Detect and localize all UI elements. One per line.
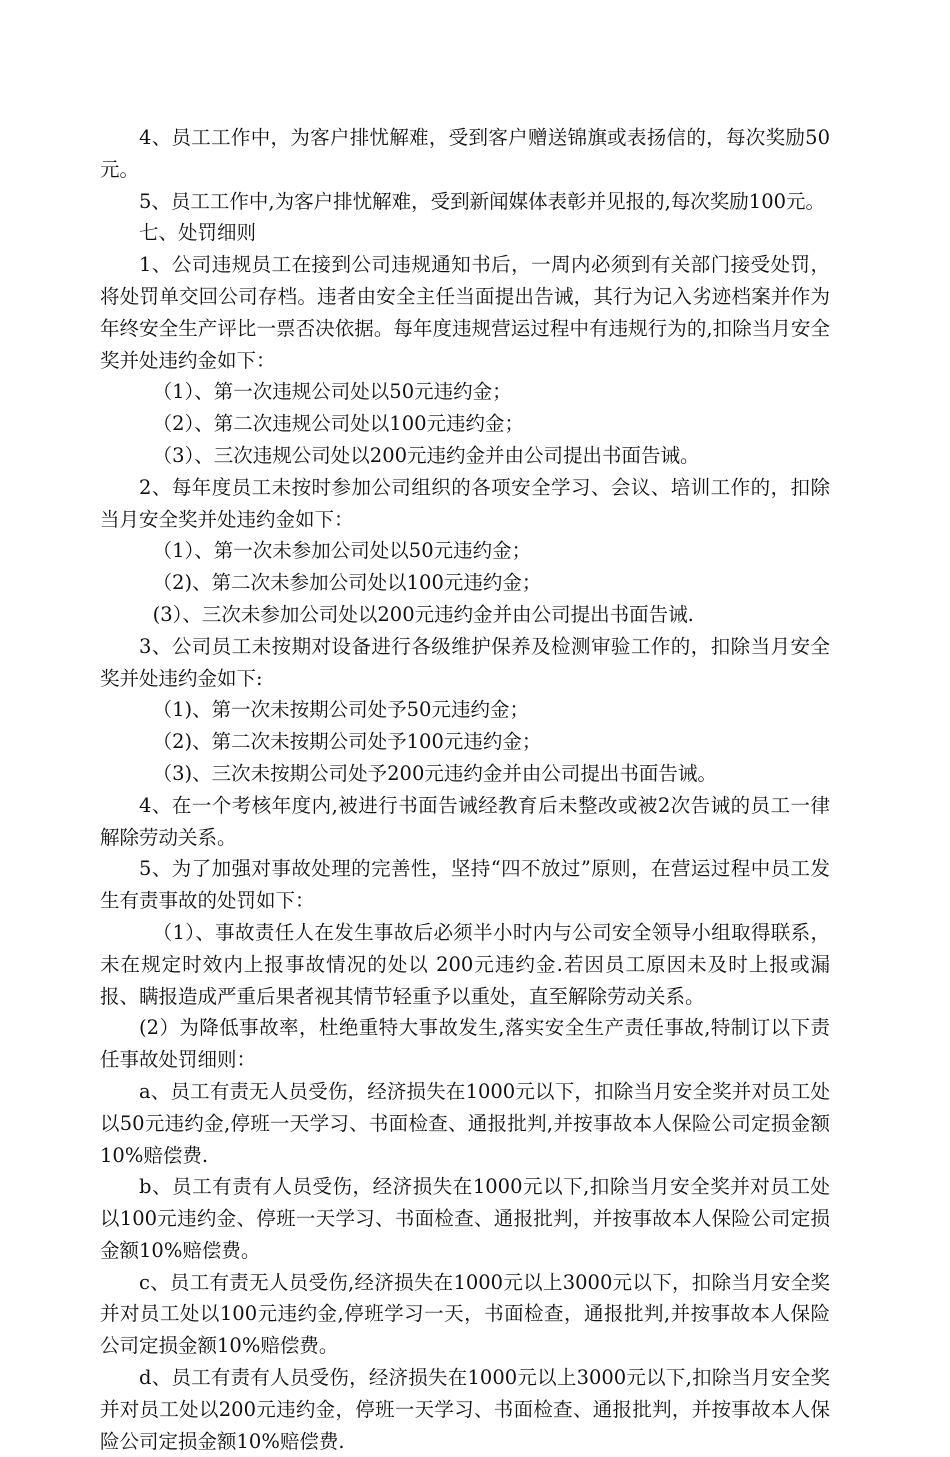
paragraph-penalty-5: 5、为了加强对事故处理的完善性，坚持“四不放过”原则，在营运过程中员工发生有责事故的处罚如下： [100,857,830,913]
list-item-penalty-3-3: （3)、三次未按期公司处予200元违约金并由公司提出书面告诫。 [152,761,717,785]
list-item-penalty-5-1: （1）、事故责任人在发生事故后必须半小时内与公司安全领导小组取得联系，未在规定时效内上报事故情况的处以 200元违约金.若因员工原因未及时上报或漏报、瞒报造成严重后果者视其情节轻重予以重处，直至解除劳动关系。 [100,920,830,1008]
section-heading-penalty: 七、处罚细则 [139,221,257,245]
list-item-penalty-2-3: (3）、三次未参加公司处以200元违约金并由公司提出书面告诫. [152,602,694,626]
paragraph-penalty-1: 1、公司违规员工在接到公司违规通知书后，一周内必须到有关部门接受处罚，将处罚单交回公司存档。违者由安全主任当面提出告诫，其行为记入劣迹档案并作为年终安全生产评比一票否决依据。每年度违规营运过程中有违规行为的,扣除当月安全奖并处违约金如下： [100,253,830,372]
list-item-penalty-1-3: （3）、三次违规公司处以200元违约金并由公司提出书面告诫。 [152,443,700,467]
paragraph-reward-5: 5、员工工作中,为客户排忧解难，受到新闻媒体表彰并见报的,每次奖励100元。 [139,189,826,213]
list-item-penalty-b: b、员工有责有人员受伤，经济损失在1000元以下,扣除当月安全奖并对员工处以100元违约金、停班一天学习、书面检查、通报批判，并按事故本人保险公司定损金额10%赔偿费。 [100,1175,830,1262]
list-item-penalty-a: a、员工有责无人员受伤，经济损失在1000元以下，扣除当月安全奖并对员工处以50元违约金,停班一天学习、书面检查、通报批判,并按事故本人保险公司定损金额10%赔偿费. [100,1079,830,1167]
list-item-penalty-2-2: （2)、第二次未参加公司处以100元违约金； [152,571,542,595]
list-item-penalty-2-1: （1）、第一次未参加公司处以50元违约金； [152,539,532,563]
paragraph-penalty-4: 4、在一个考核年度内,被进行书面告诫经教育后未整改或被2次告诫的员工一律解除劳动关系。 [100,793,830,849]
list-item-penalty-5-2: (2）为降低事故率，杜绝重特大事故发生,落实安全生产责任事故,特制订以下责任事故处罚细则： [100,1016,830,1072]
list-item-penalty-d: d、员工有责有人员受伤，经济损失在1000元以上3000元以下,扣除当月安全奖并对员工处以200元违约金，停班一天学习、书面检查、通报批判，并按事故本人保险公司定损金额10%赔偿费. [100,1366,830,1453]
paragraph-reward-4: 4、员工工作中，为客户排忧解难，受到客户赠送锦旗或表扬信的，每次奖励50元。 [100,126,830,181]
list-item-penalty-3-1: （1)、第一次未按期公司处予50元违约金； [152,698,529,722]
paragraph-penalty-2: 2、每年度员工未按时参加公司组织的各项安全学习、会议、培训工作的，扣除当月安全奖并处违约金如下： [100,475,830,531]
list-item-penalty-c: c、员工有责无人员受伤,经济损失在1000元以上3000元以下，扣除当月安全奖并对员工处以100元违约金,停班学习一天，书面检查，通报批判,并按事故本人保险公司定损金额10%赔偿费。 [100,1270,830,1358]
list-item-penalty-1-2: （2）、第二次违规公司处以100元违约金； [152,412,525,436]
list-item-penalty-1-1: （1）、第一次违规公司处以50元违约金； [152,380,512,404]
list-item-penalty-3-2: （2)、第二次未按期公司处予100元违约金； [152,730,542,754]
paragraph-penalty-3: 3、公司员工未按期对设备进行各级维护保养及检测审验工作的，扣除当月安全奖并处违约金如下: [100,634,830,690]
document-body [100,122,830,1457]
